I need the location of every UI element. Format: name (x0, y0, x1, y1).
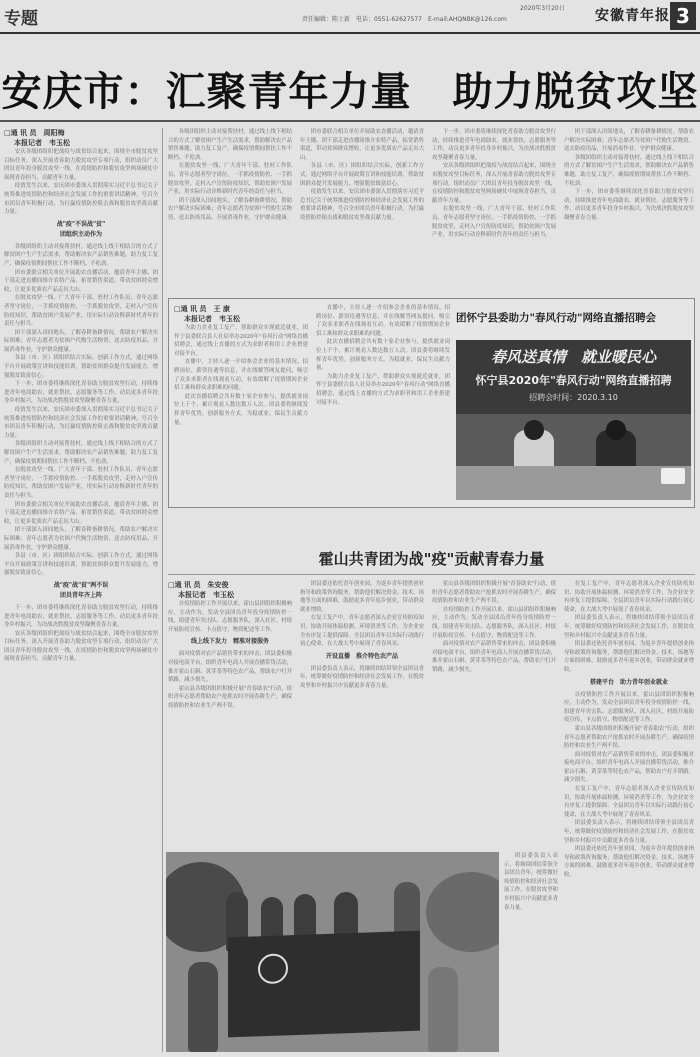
article1-paragraph: 团干部深入田间地头，了解春耕备耕情况，帮助农户解决实际困难；青年志愿者为贫困户代购生活物资，送去防疫用品，开展消毒作业，守护群众健康。 (4, 329, 158, 353)
article2-paragraph: 团县委还依托青年创业园，为返乡青年提供创业指导和政策咨询服务，帮助他们解决资金、技术、场地等方面的困难，鼓励更多青年返乡创业，带动群众就业增收。 (564, 641, 694, 673)
desk (456, 466, 691, 500)
article1-paragraph: 各级团组织主动对接帮扶村，通过线上线下相结合的方式了解贫困户生产生活需求，帮助解决农产品销售难题，助力复工复产，确保疫情期间帮扶工作不断档、不松劲。 (168, 129, 292, 161)
banner-event-time: 招聘会时间：2020.3.10 (529, 393, 618, 402)
article1-paragraph: 团市委联合相关单位开展助农直播活动，邀请青年主播、团干部走进直播间推介农特产品，拓宽销售渠道，带动贫困群众增收，让更多优质农产品走出大山。 (300, 129, 424, 161)
article2-paragraph: 霍山县各级团组织积极开展"青春助农"行动，组织青年志愿者帮助农户抢抓农时开展春耕生产，确保疫情防控和农业生产两不误。 (432, 581, 556, 605)
article1-column-4 (432, 128, 556, 293)
article2-rule (168, 574, 695, 575)
article2-paragraph: 团县委负责人表示，将继续团结带领全县团员青年，统筹做好疫情防控和经济社会发展工作，在脱贫攻坚和乡村振兴中贡献更多青春力量。 (300, 665, 424, 689)
laptop (661, 468, 685, 484)
article1-paragraph: 团市委联合相关单位开展助农直播活动，邀请青年主播、团干部走进直播间推介农特产品，拓宽销售渠道，带动贫困群众增收，让更多优质农产品走出大山。 (4, 269, 158, 293)
article1-paragraph: 下一步，团市委将继续深化青春助力脱贫攻坚行动，持续推进青年电商助农、就业帮扶、志愿服务等工作，动员更多青年投身乡村振兴，为决战决胜脱贫攻坚凝聚青春力量。 (4, 604, 158, 629)
banner-event-name: 怀宁县2020年"春风行动"网络直播招聘 (475, 374, 672, 387)
article2-paragraph: 团县委负责人表示，将继续团结带领全县团员青年，统筹做好疫情防控和经济社会发展工作，在脱贫攻坚和乡村振兴中贡献更多青春力量。 (564, 615, 694, 639)
article2-subhead: 搭建平台 助力青年创业就业 (589, 678, 668, 686)
article1-paragraph: 各县（市、区）团组织结合实际，创新工作方式，通过网络平台开展政策宣讲和技能培训，帮助贫困群众提升发展能力，增强脱贫致富信心。 (4, 355, 158, 379)
article1-column-3 (300, 128, 424, 293)
article2-paragraph: 面对疫情对农产品销售带来的冲击，团县委积极对接电商平台，组织青年电商人开展直播带货活动，推介霍山石斛、黄芽茶等特色农产品，帮助农户打开销路，减少损失。 (564, 751, 694, 784)
box-article-paragraph: 直播中，主持人逐一介绍参会企业的基本情况、招聘岗位、薪资待遇等信息，并在线解答网友提问，吸引了众多求职者在线观看互动，有效缓解了疫情期间企业招工难和群众求职难的问题。 (174, 359, 308, 392)
article1-paragraph: 疫情发生以来，安庆团市委深入贯彻落实习近平总书记关于统筹推进疫情防控和经济社会发展工作的重要讲话精神，号召全市团员青年积极行动，为打赢疫情防控阻击战和脱贫攻坚战贡献力量。 (4, 407, 158, 439)
article1-paragraph: 各级团组织主动对接帮扶村，通过线上线下相结合的方式了解贫困户生产生活需求，帮助解决农产品销售难题，助力复工复产，确保疫情期间帮扶工作不断档、不松劲。 (564, 154, 694, 187)
article1-paragraph: 团干部深入田间地头，了解春耕备耕情况，帮助农户解决实际困难；青年志愿者为贫困户代购生活物资，送去防疫用品，开展消毒作业，守护群众健康。 (4, 527, 158, 551)
article2-column-3 (432, 580, 556, 848)
article2-headline: 霍山共青团为战"疫"贡献青春力量 (318, 550, 545, 568)
article2-column-1 (168, 580, 292, 848)
article2-paragraph: 在复工复产中，青年志愿者深入企业宣传防疫知识，协助开展体温检测、环境消杀等工作，为企业安全有序复工提供保障。全县团员青年以实际行动践行初心使命，在大战大考中展现了青春风采。 (564, 581, 694, 613)
article1-paragraph: 各县（市、区）团组织结合实际，创新工作方式，通过网络平台开展政策宣讲和技能培训，帮助贫困群众提升发展能力，增强脱贫致富信心。 (4, 553, 158, 577)
host-left-head (524, 420, 544, 440)
article2-paragraph: 自疫情防控工作开展以来，霍山县团组织积极响应，主动作为，发动全县团员青年投身疫情防控一线，组建青年突击队、志愿服务队，深入社区、村组开展防疫宣传、卡点值守、物资配送等工作。 (432, 606, 556, 639)
article1-column-5 (564, 128, 694, 293)
article2-paragraph: 霍山县各级团组织积极开展"青春助农"行动，组织青年志愿者帮助农户抢抓农时开展春耕生产，确保疫情防控和农业生产两不误。 (564, 725, 694, 750)
article2-paragraph: 在复工复产中，青年志愿者深入企业宣传防疫知识，协助开展体温检测、环境消杀等工作，为企业安全有序复工提供保障。全县团员青年以实际行动践行初心使命，在大战大考中展现了青春风采。 (300, 615, 424, 648)
article1-paragraph: 在脱贫攻坚一线，广大青年干部、驻村工作队员、青年志愿者坚守岗位，一手抓疫情防控、一手抓脱贫攻坚，走村入户宣传防疫知识，帮助贫困户发展产业，用实际行动诠释新时代青年的责任与担当。 (432, 206, 556, 239)
host-right-head (606, 420, 626, 440)
article1-paragraph: 在脱贫攻坚一线，广大青年干部、驻村工作队员、青年志愿者坚守岗位，一手抓疫情防控、一手抓脱贫攻坚，走村入户宣传防疫知识，帮助贫困户发展产业，用实际行动诠释新时代青年的责任与担当。 (4, 467, 158, 499)
article2-column-2 (300, 580, 424, 848)
box-article-paragraph: 此次直播招聘会共有数十家企业参与，提供就业岗位上千个，累计观看人数达数万人次。团县委将继续发挥青年优势，创新服务方式，为稳就业、保民生贡献力量。 (316, 339, 450, 372)
article2-column-5 (504, 852, 558, 1052)
article1-paragraph: 安庆各级团组织把战疫与战贫结合起来，围绕全市脱贫攻坚目标任务，深入开展青春助力脱贫攻坚专项行动，组织动员广大团员青年投身脱贫攻坚一线，在疫情防控和脱贫攻坚两场硬仗中展现青春担当，贡献青年力量。 (4, 149, 158, 181)
tree (426, 872, 499, 952)
article1-column-2 (168, 128, 292, 293)
column-rule (162, 128, 163, 1052)
article2-paragraph: 自疫情防控工作开展以来，霍山县团组织积极响应，主动作为，发动全县团员青年投身疫情防控一线，组建青年突击队、志愿服务队，深入社区、村组开展防疫宣传、卡点值守、物资配送等工作。 (168, 601, 292, 633)
article1-subhead: 战"疫"不误战"贫" (56, 220, 106, 228)
article1-byline-2: 本报记者 韦玉松 (14, 138, 70, 147)
article1-byline-1: □通 讯 员 周阳梅 (4, 128, 65, 137)
article2-subhead: 线上线下发力 精准对接服务 (190, 638, 269, 646)
article2-byline-1: □通 讯 员 朱安俊 (168, 580, 229, 589)
article1-subhead: 团组织主动作为 (59, 230, 102, 238)
article1-paragraph: 在脱贫攻坚一线，广大青年干部、驻村工作队员、青年志愿者坚守岗位，一手抓疫情防控、一手抓脱贫攻坚，走村入户宣传防疫知识，帮助贫困户发展产业，用实际行动诠释新时代青年的责任与担当。 (168, 163, 292, 196)
page-number: 3 (670, 2, 696, 30)
livestream-photo (456, 340, 691, 500)
article1-paragraph: 各级团组织主动对接帮扶村，通过线上线下相结合的方式了解贫困户生产生活需求，帮助解决农产品销售难题，助力复工复产，确保疫情期间帮扶工作不断档、不松劲。 (4, 243, 158, 267)
volunteers-group-photo (166, 852, 499, 1052)
main-headline: 安庆市：汇聚青年力量 助力脱贫攻坚 (1, 68, 699, 115)
headline-rule (0, 120, 700, 122)
article1-paragraph: 疫情发生以来，安庆团市委深入贯彻落实习近平总书记关于统筹推进疫情防控和经济社会发展工作的重要讲话精神，号召全市团员青年积极行动，为打赢疫情防控阻击战和脱贫攻坚战贡献力量。 (4, 183, 158, 216)
volunteer (188, 962, 218, 1052)
banner-slogan: 春风送真情 就业暖民心 (490, 348, 656, 366)
article1-subhead: 战"疫"战"贫"两不误 (53, 581, 109, 589)
article2-paragraph: 团县委负责人表示，将继续团结带领全县团员青年，统筹做好疫情防控和经济社会发展工作，在脱贫攻坚和乡村振兴中贡献更多青春力量。 (504, 853, 558, 911)
youth-league-flag (228, 931, 420, 1038)
box-article-paragraph: 直播中，主持人逐一介绍参会企业的基本情况、招聘岗位、薪资待遇等信息，并在线解答网友提问，吸引了众多求职者在线观看互动，有效缓解了疫情期间企业招工难和群众求职难的问题。 (316, 305, 450, 337)
box-byline-1: □通 讯 员 王 康 (174, 304, 230, 313)
article2-column-4 (564, 580, 694, 1052)
section-tag: 专题 (4, 9, 38, 29)
article1-column-1 (4, 128, 158, 1052)
article2-subhead: 开设直播 推介特色农产品 (325, 652, 398, 660)
article1-paragraph: 安庆各级团组织把战疫与战贫结合起来，围绕全市脱贫攻坚目标任务，深入开展青春助力脱贫攻坚专项行动，组织动员广大团员青年投身脱贫攻坚一线，在疫情防控和脱贫攻坚两场硬仗中展现青春担当，贡献青年力量。 (4, 630, 158, 663)
photo-banner (456, 340, 691, 414)
article1-paragraph: 下一步，团市委将继续深化青春助力脱贫攻坚行动，持续推进青年电商助农、就业帮扶、志愿服务等工作，动员更多青年投身乡村振兴，为决战决胜脱贫攻坚凝聚青春力量。 (432, 129, 556, 161)
editor-line: 责任编辑：陈士新 电话：0551-62627577 E-mail:AHQNBK@126.com (302, 16, 507, 23)
article1-paragraph: 安庆各级团组织把战疫与战贫结合起来，围绕全市脱贫攻坚目标任务，深入开展青春助力脱贫攻坚专项行动，组织动员广大团员青年投身脱贫攻坚一线，在疫情防控和脱贫攻坚两场硬仗中展现青春担当，贡献青年力量。 (432, 163, 556, 204)
article2-paragraph: 自疫情防控工作开展以来，霍山县团组织积极响应，主动作为，发动全县团员青年投身疫情防控一线，组建青年突击队、志愿服务队，深入社区、村组开展防疫宣传、卡点值守、物资配送等工作。 (564, 691, 694, 724)
box-article-column-1 (174, 304, 308, 502)
box-article-paragraph: 为助力企业复工复产，帮助群众实现就近就业，团怀宁县委联合县人社局举办2020年"春风行动"网络直播招聘会，通过线上直播的方式为求职者和用工企业搭建对接平台。 (174, 325, 308, 357)
box-article-column-2 (316, 304, 450, 502)
article2-paragraph: 霍山县各级团组织积极开展"青春助农"行动，组织青年志愿者帮助农户抢抓农时开展春耕生产，确保疫情防控和农业生产两不误。 (168, 685, 292, 709)
masthead (0, 0, 700, 34)
article2-paragraph: 团县委还依托青年创业园，为返乡青年提供创业指导和政策咨询服务，帮助他们解决资金、技术、场地等方面的困难，鼓励更多青年返乡创业，带动群众就业增收。 (300, 581, 424, 613)
article1-paragraph: 在脱贫攻坚一线，广大青年干部、驻村工作队员、青年志愿者坚守岗位，一手抓疫情防控、一手抓脱贫攻坚，走村入户宣传防疫知识，帮助贫困户发展产业，用实际行动诠释新时代青年的责任与担当。 (4, 295, 158, 328)
article2-paragraph: 面对疫情对农产品销售带来的冲击，团县委积极对接电商平台，组织青年电商人开展直播带货活动，推介霍山石斛、黄芽茶等特色农产品，帮助农户打开销路，减少损失。 (432, 641, 556, 673)
paper-name: 安徽青年报 (595, 8, 670, 24)
article1-paragraph: 团市委联合相关单位开展助农直播活动，邀请青年主播、团干部走进直播间推介农特产品，拓宽销售渠道，带动贫困群众增收，让更多优质农产品走出大山。 (4, 501, 158, 525)
article1-paragraph: 各县（市、区）团组织结合实际，创新工作方式，通过网络平台开展政策宣讲和技能培训，帮助贫困群众提升发展能力，增强脱贫致富信心。 (300, 163, 424, 187)
box-article-paragraph: 为助力企业复工复产，帮助群众实现就近就业，团怀宁县委联合县人社局举办2020年"春风行动"网络直播招聘会，通过线上直播的方式为求职者和用工企业搭建对接平台。 (316, 373, 450, 406)
issue-date: 2020年3月20日 (520, 5, 565, 12)
article2-paragraph: 在复工复产中，青年志愿者深入企业宣传防疫知识，协助开展体温检测、环境消杀等工作，为企业安全有序复工提供保障。全县团员青年以实际行动践行初心使命，在大战大考中展现了青春风采。 (564, 786, 694, 818)
article1-paragraph: 疫情发生以来，安庆团市委深入贯彻落实习近平总书记关于统筹推进疫情防控和经济社会发展工作的重要讲话精神，号召全市团员青年积极行动，为打赢疫情防控阻击战和脱贫攻坚战贡献力量。 (300, 189, 424, 221)
article1-paragraph: 团干部深入田间地头，了解春耕备耕情况，帮助农户解决实际困难；青年志愿者为贫困户代购生活物资，送去防疫用品，开展消毒作业，守护群众健康。 (168, 197, 292, 221)
article1-paragraph: 下一步，团市委将继续深化青春助力脱贫攻坚行动，持续推进青年电商助农、就业帮扶、志愿服务等工作，动员更多青年投身乡村振兴，为决战决胜脱贫攻坚凝聚青春力量。 (564, 189, 694, 221)
article2-paragraph: 团县委负责人表示，将继续团结带领全县团员青年，统筹做好疫情防控和经济社会发展工作，在脱贫攻坚和乡村振兴中贡献更多青春力量。 (564, 820, 694, 844)
article2-paragraph: 团县委还依托青年创业园，为返乡青年提供创业指导和政策咨询服务，帮助他们解决资金、技术、场地等方面的困难，鼓励更多青年返乡创业，带动群众就业增收。 (564, 846, 694, 878)
article2-byline-2: 本报记者 韦玉松 (178, 590, 234, 599)
volunteer (428, 967, 458, 1052)
article1-subhead: 团员青年齐上阵 (59, 591, 102, 599)
league-emblem-icon (258, 953, 288, 984)
article1-paragraph: 下一步，团市委将继续深化青春助力脱贫攻坚行动，持续推进青年电商助农、就业帮扶、志愿服务等工作，动员更多青年投身乡村振兴，为决战决胜脱贫攻坚凝聚青春力量。 (4, 381, 158, 405)
box-article-title: 团怀宁县委助力"春风行动"网络直播招聘会 (456, 312, 656, 324)
box-byline-2: 本报记者 韦玉松 (184, 314, 240, 323)
box-article-paragraph: 此次直播招聘会共有数十家企业参与，提供就业岗位上千个，累计观看人数达数万人次。团县委将继续发挥青年优势，创新服务方式，为稳就业、保民生贡献力量。 (174, 393, 308, 426)
article1-paragraph: 各级团组织主动对接帮扶村，通过线上线下相结合的方式了解贫困户生产生活需求，帮助解决农产品销售难题，助力复工复产，确保疫情期间帮扶工作不断档、不松劲。 (4, 441, 158, 465)
article2-paragraph: 面对疫情对农产品销售带来的冲击，团县委积极对接电商平台，组织青年电商人开展直播带货活动，推介霍山石斛、黄芽茶等特色农产品，帮助农户打开销路，减少损失。 (168, 651, 292, 684)
article1-paragraph: 团干部深入田间地头，了解春耕备耕情况，帮助农户解决实际困难；青年志愿者为贫困户代购生活物资，送去防疫用品，开展消毒作业，守护群众健康。 (564, 129, 694, 153)
